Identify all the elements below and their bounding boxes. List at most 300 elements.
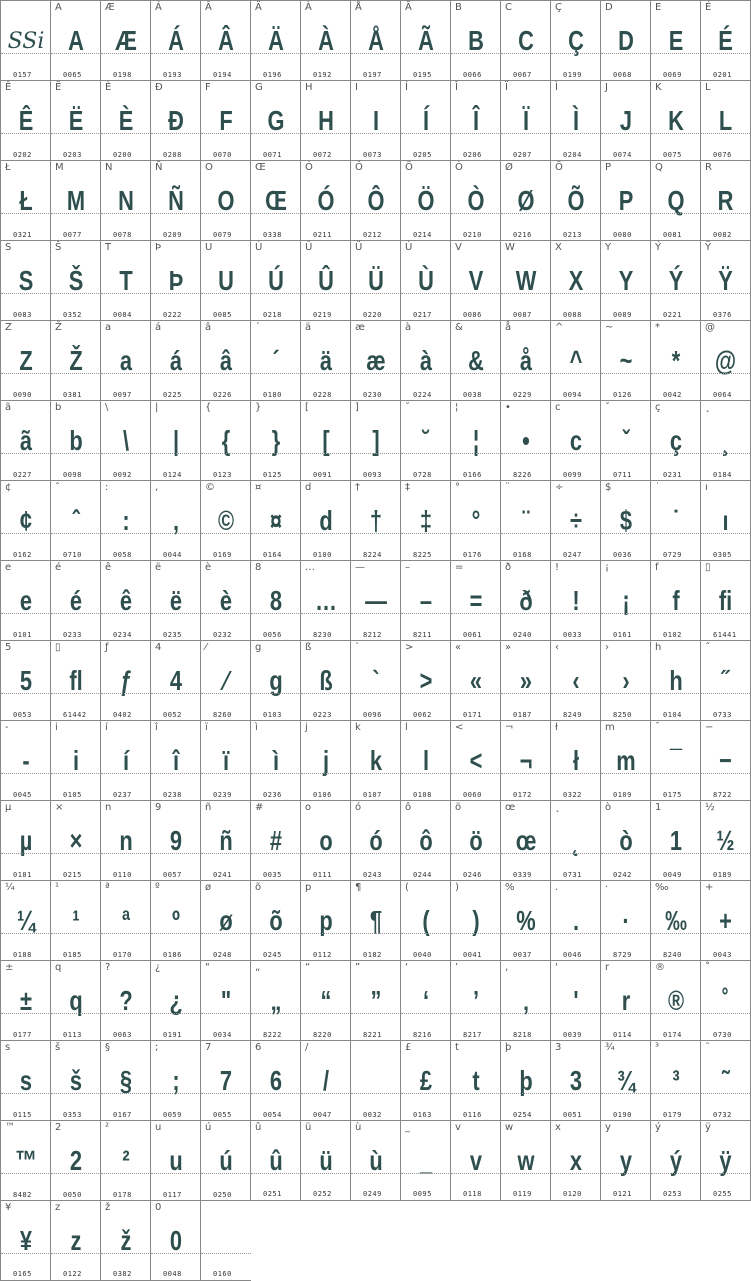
- glyph-cell[interactable]: [600, 160, 651, 241]
- glyph-cell[interactable]: [200, 960, 251, 1041]
- glyph-code: 0160: [213, 1270, 232, 1278]
- glyph-cell[interactable]: [400, 80, 451, 161]
- glyph-cell[interactable]: [300, 0, 351, 81]
- glyph-label: È: [105, 82, 112, 93]
- glyph-cell[interactable]: [700, 560, 751, 641]
- glyph-cell[interactable]: [300, 560, 351, 641]
- glyph-sample: [357, 1055, 396, 1107]
- glyph-cell[interactable]: [0, 480, 51, 561]
- glyph-cell[interactable]: [500, 0, 551, 81]
- glyph-cell[interactable]: [0, 800, 51, 881]
- glyph-cell[interactable]: [400, 480, 451, 561]
- glyph-label: 0: [155, 1202, 162, 1213]
- glyph-cell[interactable]: [400, 1120, 451, 1201]
- glyph-cell[interactable]: [650, 80, 701, 161]
- glyph-cell[interactable]: [50, 320, 101, 401]
- glyph-cell[interactable]: [350, 400, 401, 481]
- glyph-cell[interactable]: [300, 480, 351, 561]
- glyph-cell[interactable]: [50, 880, 101, 961]
- glyph-cell[interactable]: [500, 560, 551, 641]
- glyph-cell[interactable]: [500, 240, 551, 321]
- glyph-cell[interactable]: [500, 1120, 551, 1201]
- glyph-cell[interactable]: [700, 160, 751, 241]
- glyph-cell[interactable]: [250, 720, 301, 801]
- glyph-code: 0033: [563, 631, 582, 639]
- glyph-cell[interactable]: [200, 0, 251, 81]
- glyph-cell[interactable]: [0, 1200, 51, 1281]
- glyph-cell[interactable]: [50, 0, 101, 81]
- glyph-cell[interactable]: [50, 240, 101, 321]
- glyph-cell[interactable]: [500, 160, 551, 241]
- glyph-cell[interactable]: [350, 640, 401, 721]
- glyph-sample: Q: [667, 185, 685, 216]
- glyph-cell[interactable]: [50, 800, 101, 881]
- glyph-cell[interactable]: [50, 1200, 101, 1281]
- glyph-cell[interactable]: [150, 560, 201, 641]
- glyph-cell[interactable]: [250, 0, 301, 81]
- glyph-cell[interactable]: [0, 720, 51, 801]
- glyph-cell[interactable]: [650, 1120, 701, 1201]
- glyph-cell[interactable]: [700, 480, 751, 561]
- glyph-cell[interactable]: [300, 320, 351, 401]
- glyph-code: 0376: [713, 311, 732, 319]
- glyph-cell[interactable]: [200, 400, 251, 481]
- glyph-cell[interactable]: [400, 400, 451, 481]
- glyph-cell[interactable]: [550, 640, 601, 721]
- glyph-code: 0042: [663, 391, 682, 399]
- glyph-cell[interactable]: [700, 800, 751, 881]
- glyph-cell[interactable]: [250, 1040, 301, 1121]
- glyph-sample: ˛: [572, 825, 580, 856]
- baseline-guide: [101, 53, 151, 54]
- glyph-cell[interactable]: [150, 1040, 201, 1121]
- glyph-cell[interactable]: [300, 1120, 351, 1201]
- glyph-cell[interactable]: [600, 880, 651, 961]
- glyph-cell[interactable]: [200, 880, 251, 961]
- glyph-cell[interactable]: [300, 960, 351, 1041]
- glyph-sample: Ù: [418, 265, 434, 296]
- glyph-sample: S: [18, 265, 34, 296]
- glyph-cell[interactable]: [0, 640, 51, 721]
- glyph-cell[interactable]: [0, 80, 51, 161]
- glyph-cell[interactable]: [200, 1200, 251, 1281]
- baseline-guide: [101, 133, 151, 134]
- glyph-cell[interactable]: [100, 400, 151, 481]
- glyph-cell[interactable]: [300, 880, 351, 961]
- glyph-code: 0216: [513, 231, 532, 239]
- glyph-code: 0090: [13, 391, 32, 399]
- glyph-cell[interactable]: [50, 160, 101, 241]
- glyph-sample: ª: [121, 905, 131, 936]
- glyph-cell[interactable]: [300, 1040, 351, 1121]
- glyph-cell[interactable]: [400, 640, 451, 721]
- glyph-cell[interactable]: [100, 0, 151, 81]
- glyph-cell[interactable]: [350, 880, 401, 961]
- glyph-cell[interactable]: [250, 480, 301, 561]
- glyph-cell[interactable]: [500, 800, 551, 881]
- glyph-cell[interactable]: [650, 880, 701, 961]
- glyph-cell[interactable]: [550, 320, 601, 401]
- glyph-cell[interactable]: [600, 480, 651, 561]
- glyph-cell[interactable]: [650, 320, 701, 401]
- glyph-label: ': [555, 962, 558, 973]
- glyph-cell[interactable]: [450, 640, 501, 721]
- glyph-cell[interactable]: [150, 160, 201, 241]
- glyph-cell[interactable]: [400, 320, 451, 401]
- glyph-cell[interactable]: [200, 240, 251, 321]
- glyph-cell[interactable]: [0, 160, 51, 241]
- glyph-cell[interactable]: [100, 1200, 151, 1281]
- glyph-cell[interactable]: [50, 960, 101, 1041]
- glyph-sample: æ: [366, 345, 386, 376]
- glyph-cell[interactable]: [650, 480, 701, 561]
- glyph-sample: 3: [569, 1065, 583, 1096]
- glyph-code: 0728: [413, 471, 432, 479]
- glyph-cell[interactable]: [300, 640, 351, 721]
- glyph-cell[interactable]: [450, 240, 501, 321]
- glyph-cell[interactable]: [250, 320, 301, 401]
- glyph-code: 0223: [313, 711, 332, 719]
- glyph-cell[interactable]: [0, 1040, 51, 1121]
- glyph-cell[interactable]: [150, 960, 201, 1041]
- glyph-sample: x: [569, 1145, 583, 1176]
- glyph-cell[interactable]: [550, 480, 601, 561]
- glyph-code: 0244: [413, 871, 432, 879]
- glyph-label: Ë: [55, 82, 62, 93]
- glyph-cell[interactable]: [50, 400, 101, 481]
- glyph-cell[interactable]: [300, 160, 351, 241]
- glyph-cell[interactable]: [100, 160, 151, 241]
- glyph-sample: þ: [519, 1065, 533, 1096]
- glyph-cell[interactable]: [150, 1200, 201, 1281]
- glyph-cell[interactable]: [350, 560, 401, 641]
- glyph-cell[interactable]: [600, 560, 651, 641]
- glyph-code: 0162: [13, 551, 32, 559]
- glyph-sample: Ÿ: [718, 265, 733, 296]
- glyph-cell[interactable]: [200, 640, 251, 721]
- glyph-cell[interactable]: [550, 80, 601, 161]
- glyph-cell[interactable]: [200, 1040, 251, 1121]
- glyph-cell[interactable]: [400, 800, 451, 881]
- glyph-cell[interactable]: [300, 720, 351, 801]
- glyph-cell[interactable]: [450, 320, 501, 401]
- glyph-label: ”: [355, 962, 361, 973]
- glyph-cell[interactable]: [450, 1120, 501, 1201]
- glyph-code: 0087: [513, 311, 532, 319]
- glyph-cell[interactable]: [500, 400, 551, 481]
- glyph-label: ²: [105, 1122, 110, 1133]
- glyph-cell[interactable]: [350, 480, 401, 561]
- glyph-cell[interactable]: [150, 320, 201, 401]
- glyph-cell[interactable]: [350, 240, 401, 321]
- glyph-code: 0069: [663, 71, 682, 79]
- glyph-cell[interactable]: [550, 880, 601, 961]
- glyph-cell[interactable]: [600, 720, 651, 801]
- baseline-guide: [701, 693, 750, 694]
- glyph-cell[interactable]: [650, 1040, 701, 1121]
- glyph-cell[interactable]: [250, 880, 301, 961]
- glyph-cell[interactable]: [700, 240, 751, 321]
- glyph-cell[interactable]: [600, 800, 651, 881]
- baseline-guide: [301, 693, 351, 694]
- glyph-cell[interactable]: [250, 400, 301, 481]
- glyph-cell[interactable]: [200, 800, 251, 881]
- glyph-cell[interactable]: [250, 160, 301, 241]
- glyph-cell[interactable]: [500, 880, 551, 961]
- glyph-cell[interactable]: [0, 1120, 51, 1201]
- glyph-cell[interactable]: [0, 560, 51, 641]
- glyph-cell[interactable]: [100, 320, 151, 401]
- glyph-cell[interactable]: [450, 960, 501, 1041]
- glyph-cell[interactable]: [550, 0, 601, 81]
- glyph-cell[interactable]: [350, 960, 401, 1041]
- glyph-cell[interactable]: [350, 800, 401, 881]
- glyph-cell[interactable]: [400, 560, 451, 641]
- glyph-cell[interactable]: [550, 960, 601, 1041]
- glyph-cell[interactable]: [450, 160, 501, 241]
- glyph-code: 0067: [513, 71, 532, 79]
- glyph-cell[interactable]: [350, 720, 401, 801]
- glyph-cell[interactable]: [100, 880, 151, 961]
- glyph-sample: µ: [19, 825, 33, 856]
- baseline-guide: [251, 933, 301, 934]
- glyph-cell[interactable]: [150, 400, 201, 481]
- glyph-code: 0234: [113, 631, 132, 639]
- glyph-cell[interactable]: [350, 80, 401, 161]
- glyph-code: 0051: [563, 1111, 582, 1119]
- glyph-cell[interactable]: [600, 960, 651, 1041]
- glyph-cell[interactable]: [500, 960, 551, 1041]
- glyph-cell[interactable]: [150, 640, 201, 721]
- glyph-cell[interactable]: [450, 800, 501, 881]
- glyph-sample: Þ: [168, 265, 184, 296]
- glyph-cell[interactable]: [350, 160, 401, 241]
- glyph-code: 8722: [713, 791, 732, 799]
- glyph-cell[interactable]: [600, 320, 651, 401]
- glyph-cell[interactable]: [500, 1040, 551, 1121]
- glyph-cell[interactable]: [300, 240, 351, 321]
- glyph-label: ì: [255, 722, 258, 733]
- glyph-cell[interactable]: [300, 400, 351, 481]
- glyph-cell[interactable]: [150, 800, 201, 881]
- glyph-sample: ˆ: [72, 505, 80, 536]
- glyph-cell[interactable]: [200, 1120, 251, 1201]
- glyph-label: ^: [555, 322, 564, 333]
- glyph-cell[interactable]: [500, 720, 551, 801]
- glyph-sample: †: [369, 505, 383, 536]
- glyph-cell[interactable]: [700, 1040, 751, 1121]
- glyph-cell[interactable]: [250, 800, 301, 881]
- glyph-cell[interactable]: [700, 400, 751, 481]
- glyph-cell[interactable]: [50, 1120, 101, 1201]
- glyph-sample: c: [569, 425, 583, 456]
- glyph-cell[interactable]: [100, 1040, 151, 1121]
- glyph-cell[interactable]: [450, 0, 501, 81]
- glyph-cell[interactable]: [0, 880, 51, 961]
- glyph-cell[interactable]: [700, 320, 751, 401]
- glyph-code: 0105: [63, 791, 82, 799]
- glyph-sample: *: [671, 345, 681, 376]
- glyph-sample: ›: [622, 665, 630, 696]
- glyph-cell[interactable]: [450, 560, 501, 641]
- glyph-code: 0204: [563, 151, 582, 159]
- glyph-cell[interactable]: [650, 800, 701, 881]
- glyph-cell[interactable]: [0, 0, 51, 81]
- glyph-cell[interactable]: [600, 640, 651, 721]
- glyph-cell[interactable]: [150, 720, 201, 801]
- glyph-cell[interactable]: [150, 880, 201, 961]
- glyph-code: 0046: [563, 951, 582, 959]
- glyph-code: 0110: [113, 871, 132, 879]
- glyph-sample: ÿ: [719, 1145, 732, 1176]
- glyph-cell[interactable]: [700, 640, 751, 721]
- glyph-cell[interactable]: [550, 240, 601, 321]
- glyph-cell[interactable]: [650, 240, 701, 321]
- glyph-cell[interactable]: [450, 80, 501, 161]
- glyph-sample: ½: [716, 825, 735, 856]
- glyph-cell[interactable]: [550, 1120, 601, 1201]
- glyph-cell[interactable]: [600, 1120, 651, 1201]
- glyph-cell[interactable]: [450, 480, 501, 561]
- glyph-cell[interactable]: [200, 720, 251, 801]
- glyph-cell[interactable]: [350, 1120, 401, 1201]
- glyph-cell[interactable]: [0, 240, 51, 321]
- glyph-cell[interactable]: [150, 480, 201, 561]
- glyph-cell[interactable]: [650, 640, 701, 721]
- glyph-cell[interactable]: [550, 160, 601, 241]
- glyph-cell[interactable]: [50, 480, 101, 561]
- glyph-cell[interactable]: [250, 1120, 301, 1201]
- glyph-cell[interactable]: [100, 80, 151, 161]
- glyph-cell[interactable]: [650, 560, 701, 641]
- glyph-cell[interactable]: [200, 480, 251, 561]
- baseline-guide: [601, 53, 651, 54]
- glyph-cell[interactable]: [400, 960, 451, 1041]
- glyph-cell[interactable]: [450, 880, 501, 961]
- glyph-cell[interactable]: [400, 880, 451, 961]
- glyph-cell[interactable]: [400, 720, 451, 801]
- glyph-cell[interactable]: [350, 0, 401, 81]
- glyph-cell[interactable]: [350, 320, 401, 401]
- glyph-cell[interactable]: [650, 400, 701, 481]
- glyph-cell[interactable]: [200, 560, 251, 641]
- glyph-cell[interactable]: [200, 80, 251, 161]
- glyph-sample: h: [669, 665, 683, 696]
- glyph-code: 0177: [13, 1031, 32, 1039]
- glyph-cell[interactable]: [350, 1040, 401, 1121]
- glyph-cell[interactable]: [0, 320, 51, 401]
- glyph-cell[interactable]: [550, 400, 601, 481]
- glyph-cell[interactable]: [250, 640, 301, 721]
- glyph-cell[interactable]: [150, 0, 201, 81]
- glyph-cell[interactable]: [600, 240, 651, 321]
- glyph-cell[interactable]: [500, 480, 551, 561]
- glyph-code: 0083: [13, 311, 32, 319]
- glyph-code: 0238: [163, 791, 182, 799]
- glyph-cell[interactable]: [0, 400, 51, 481]
- glyph-cell[interactable]: [100, 960, 151, 1041]
- glyph-cell[interactable]: [100, 720, 151, 801]
- glyph-cell[interactable]: [450, 400, 501, 481]
- glyph-cell[interactable]: [100, 560, 151, 641]
- glyph-cell[interactable]: [700, 80, 751, 161]
- glyph-cell[interactable]: [700, 1120, 751, 1201]
- glyph-sample: º: [172, 905, 180, 936]
- glyph-sample: ®: [667, 985, 685, 1016]
- glyph-cell[interactable]: [550, 560, 601, 641]
- glyph-cell[interactable]: [650, 160, 701, 241]
- glyph-cell[interactable]: [450, 1040, 501, 1121]
- glyph-cell[interactable]: [700, 960, 751, 1041]
- glyph-cell[interactable]: [650, 960, 701, 1041]
- glyph-cell[interactable]: [600, 80, 651, 161]
- glyph-cell[interactable]: [400, 0, 451, 81]
- glyph-cell[interactable]: [600, 400, 651, 481]
- glyph-code: 0185: [63, 951, 82, 959]
- glyph-cell[interactable]: [400, 160, 451, 241]
- glyph-cell[interactable]: [100, 640, 151, 721]
- glyph-cell[interactable]: [500, 80, 551, 161]
- glyph-cell[interactable]: [200, 320, 251, 401]
- glyph-cell[interactable]: [50, 720, 101, 801]
- glyph-cell[interactable]: [0, 960, 51, 1041]
- glyph-sample: Í: [422, 105, 430, 136]
- glyph-cell[interactable]: [50, 80, 101, 161]
- glyph-cell[interactable]: [400, 1040, 451, 1121]
- glyph-cell[interactable]: [250, 240, 301, 321]
- glyph-cell[interactable]: [150, 80, 201, 161]
- glyph-cell[interactable]: [500, 640, 551, 721]
- glyph-cell[interactable]: [700, 880, 751, 961]
- glyph-cell[interactable]: [450, 720, 501, 801]
- glyph-sample: >: [419, 665, 433, 696]
- glyph-cell[interactable]: [250, 560, 301, 641]
- glyph-cell[interactable]: [600, 1040, 651, 1121]
- glyph-cell[interactable]: [250, 960, 301, 1041]
- glyph-label: ;: [155, 1042, 159, 1053]
- glyph-cell[interactable]: [150, 240, 201, 321]
- glyph-cell[interactable]: [700, 0, 751, 81]
- glyph-cell[interactable]: [50, 560, 101, 641]
- glyph-cell[interactable]: [100, 480, 151, 561]
- glyph-cell[interactable]: [700, 720, 751, 801]
- glyph-cell[interactable]: [100, 240, 151, 321]
- glyph-cell[interactable]: [50, 1040, 101, 1121]
- glyph-sample: o: [319, 825, 333, 856]
- glyph-cell[interactable]: [100, 1120, 151, 1201]
- glyph-cell[interactable]: [150, 1120, 201, 1201]
- glyph-cell[interactable]: [100, 800, 151, 881]
- glyph-cell[interactable]: [300, 800, 351, 881]
- glyph-label: m: [605, 722, 615, 733]
- baseline-guide: [451, 613, 501, 614]
- glyph-cell[interactable]: [250, 80, 301, 161]
- glyph-cell[interactable]: [200, 160, 251, 241]
- glyph-sample: X: [568, 265, 584, 296]
- glyph-cell[interactable]: [600, 0, 651, 81]
- glyph-cell[interactable]: [300, 80, 351, 161]
- baseline-guide: [51, 133, 101, 134]
- glyph-cell[interactable]: [550, 800, 601, 881]
- glyph-cell[interactable]: [650, 0, 701, 81]
- glyph-cell[interactable]: [400, 240, 451, 321]
- glyph-cell[interactable]: [500, 320, 551, 401]
- glyph-cell[interactable]: [650, 720, 701, 801]
- glyph-cell[interactable]: [550, 1040, 601, 1121]
- glyph-cell[interactable]: [550, 720, 601, 801]
- glyph-cell[interactable]: [50, 640, 101, 721]
- glyph-label: ã: [5, 402, 12, 413]
